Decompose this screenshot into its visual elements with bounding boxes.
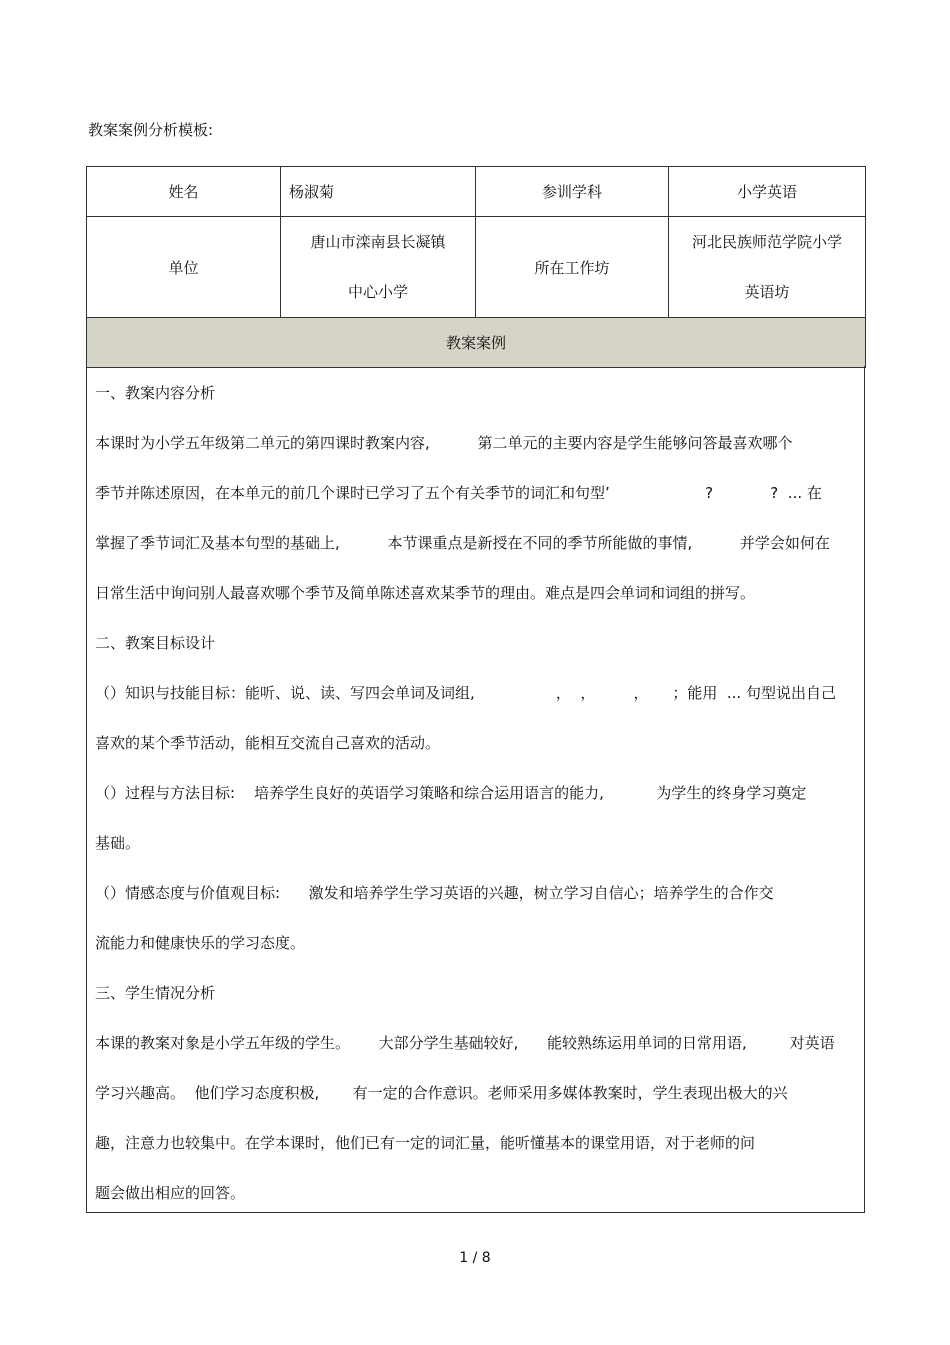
paragraph-line: 学习兴趣高。 他们学习态度积极, 有一定的合作意识。老师采用多媒体教案时，学生表现出极大的兴: [95, 1084, 788, 1102]
paragraph-line: 题会做出相应的回答。: [95, 1184, 246, 1202]
subject-value: 小学英语: [669, 167, 866, 217]
page-number: 1 / 8: [459, 1250, 491, 1266]
paragraph-line: 趣，注意力也较集中。在学本课时，他们已有一定的词汇量，能听懂基本的课堂用语，对于老师的问: [95, 1134, 756, 1152]
section-header: 教案案例: [87, 318, 866, 368]
info-row-unit: [87, 217, 866, 318]
workshop-label: 所在工作坊: [476, 217, 669, 318]
unit-label: 单位: [87, 217, 281, 318]
heading-content-analysis: 一、教案内容分析: [95, 384, 216, 402]
paragraph-line: 本课的教案对象是小学五年级的学生。 大部分学生基础较好, 能较熟练运用单词的日常用语, 对英语: [95, 1034, 835, 1052]
workshop-value: [669, 217, 866, 318]
name-label: 姓名: [87, 167, 281, 217]
unit-value-line1: 唐山市滦南县长凝镇: [310, 233, 446, 251]
subject-label: 参训学科: [476, 167, 669, 217]
paragraph-line: 喜欢的某个季节活动，能相互交流自己喜欢的活动。: [95, 734, 441, 752]
paragraph-line: 季节并陈述原因，在本单元的前几个课时已学习了五个有关季节的词汇和句型’ ? ? ... 在: [95, 484, 822, 502]
info-table: [86, 166, 866, 368]
paragraph-line: 基础。: [95, 834, 141, 852]
info-row-name: [87, 167, 866, 217]
document-title: 教案案例分析模板:: [88, 121, 214, 139]
paragraph-line: （）过程与方法目标: 培养学生良好的英语学习策略和综合运用语言的能力, 为学生的终身学习奠定: [95, 784, 807, 802]
case-body: [86, 366, 865, 1213]
paragraph-line: （）知识与技能目标：能听、说、读、写四会单词及词组, ， ， ， ；能用 ... 句型说出自己: [95, 684, 836, 702]
unit-value-line2: 中心小学: [347, 283, 408, 301]
paragraph-line: （）情感态度与价值观目标: 激发和培养学生学习英语的兴趣，树立学习自信心；培养学生的合作交: [95, 884, 774, 902]
workshop-value-line1: 河北民族师范学院小学: [691, 233, 842, 251]
unit-value: [281, 217, 476, 318]
workshop-value-line2: 英语坊: [744, 283, 790, 301]
paragraph-line: 流能力和健康快乐的学习态度。: [95, 934, 306, 952]
name-value: 杨淑菊: [281, 167, 476, 217]
paragraph-line: 本课时为小学五年级第二单元的第四课时教案内容, 第二单元的主要内容是学生能够问答最喜欢哪个: [95, 434, 793, 452]
heading-student-analysis: 三、学生情况分析: [95, 984, 216, 1002]
paragraph-line: 日常生活中询问别人最喜欢哪个季节及简单陈述喜欢某季节的理由。难点是四会单词和词组的拼写。: [95, 584, 756, 602]
section-header-row: [87, 318, 866, 368]
paragraph-line: 掌握了季节词汇及基本句型的基础上, 本节课重点是新授在不同的季节所能做的事情, 并学会如何在: [95, 534, 830, 552]
heading-objectives: 二、教案目标设计: [95, 634, 216, 652]
